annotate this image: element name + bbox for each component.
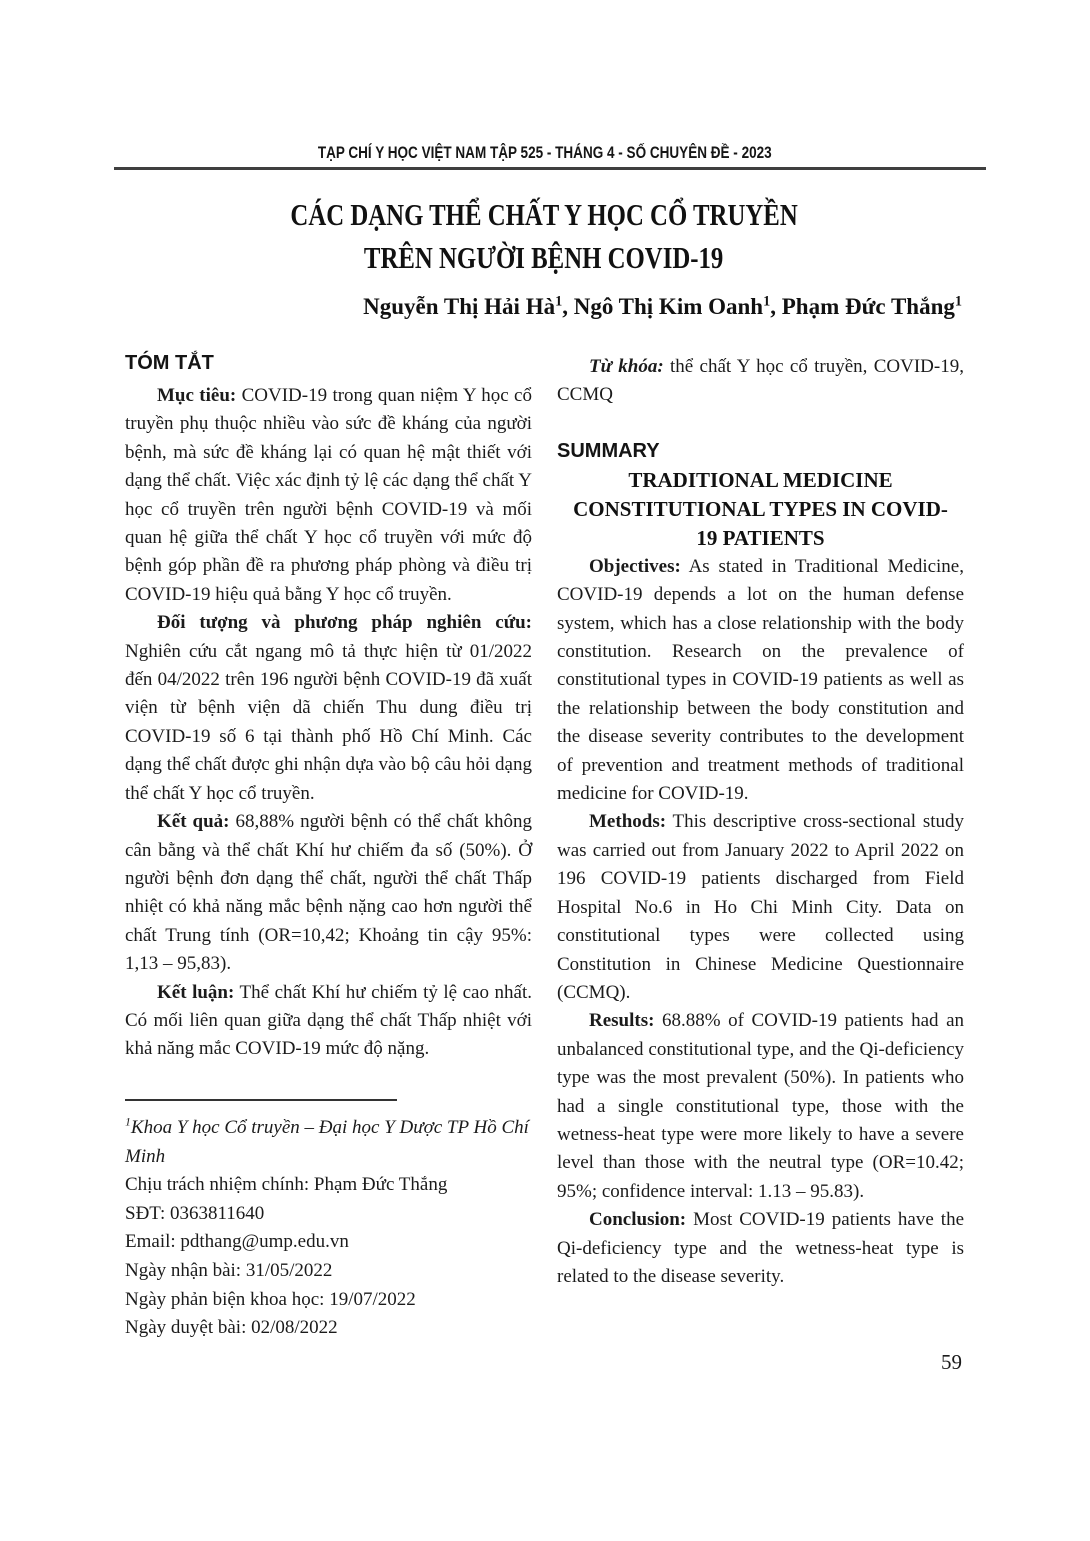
author-separator: ,: [770, 294, 782, 319]
keywords-text: thể chất Y học cổ truyền, COVID-19, CCMQ: [557, 356, 964, 406]
summary-paragraph-conclusion: [557, 1206, 964, 1291]
abstract-heading: TÓM TẮT: [125, 352, 214, 374]
paragraph-label: Results:: [589, 1010, 655, 1032]
header-rule: [114, 167, 986, 170]
footnote-line-email: Email: pdthang@ump.edu.vn: [125, 1231, 349, 1253]
paragraph-text: Nghiên cứu cắt ngang mô tả thực hiện từ 01/2022 đến 04/2022 trên 196 người bệnh COVID-19 đã xuất viện từ bệnh viện dã chiến Thu dung điều trị COVID-19 số 6 tại thành phố Hồ Chí Minh. Các dạng thể chất được ghi nhận dựa vào bộ câu hỏi dạng thể chất Y học cổ truyền.: [125, 640, 532, 804]
affiliation-line: [125, 1114, 532, 1171]
paragraph-text: Thể chất Khí hư chiếm tỷ lệ cao nhất. Có mối liên quan giữa dạng thể chất Thấp nhiệt với khả năng mắc COVID-19 mức độ nặng.: [125, 981, 532, 1060]
footnote-line-accepted-date: Ngày duyệt bài: 02/08/2022: [125, 1317, 338, 1339]
author-affiliation-mark: 1: [954, 293, 962, 310]
summary-paragraph-objectives: [557, 553, 964, 809]
paragraph-label: Kết quả:: [157, 811, 230, 833]
journal-running-head: [0, 142, 1090, 164]
summary-title-line1: TRADITIONAL MEDICINE: [628, 467, 893, 492]
paragraph-label: Methods:: [589, 811, 667, 833]
affiliation-text: Khoa Y học Cổ truyền – Đại học Y Dược TP Hồ Chí Minh: [125, 1117, 529, 1167]
summary-title-line2: CONSTITUTIONAL TYPES IN COVID-: [573, 496, 948, 521]
abstract-paragraph-objectives: [125, 382, 532, 609]
abstract-paragraph-conclusion: [125, 979, 532, 1064]
footnote-line-corresponding-author: Chịu trách nhiệm chính: Phạm Đức Thắng: [125, 1174, 448, 1196]
paragraph-label: Conclusion:: [589, 1209, 687, 1231]
author-affiliation-mark: 1: [763, 293, 771, 310]
footnote-line-review-date: Ngày phản biện khoa học: 19/07/2022: [125, 1288, 416, 1310]
abstract-paragraph-results: [125, 808, 532, 978]
summary-heading: SUMMARY: [557, 439, 660, 462]
paragraph-label: Mục tiêu:: [157, 385, 237, 406]
author-name: Ngô Thị Kim Oanh: [573, 294, 764, 319]
journal-running-head-text: TẠP CHÍ Y HỌC VIỆT NAM TẬP 525 - THÁNG 4 - SỐ CHUYÊN ĐỀ - 2023: [318, 144, 772, 162]
paragraph-text: COVID-19 trong quan niệm Y học cổ truyền phụ thuộc nhiều vào sức đề kháng của người bệnh, mà sức đề kháng lại có quan hệ mật thiết với dạng thể chất. Việc xác định tỷ lệ các dạng thể chất Y học cổ truyền trên người bệnh COVID-19 và mối quan hệ giữa thể chất Y học cổ truyền với mức độ bệnh góp phần đề ra phương pháp phòng và điều trị COVID-19 hiệu quả bằng Y học cổ truyền.: [125, 385, 532, 605]
paragraph-label: Đối tượng và phương pháp nghiên cứu:: [157, 612, 532, 634]
footnote-rule: [125, 1099, 397, 1101]
affiliation-mark: 1: [125, 1115, 131, 1129]
author-affiliation-mark: 1: [555, 293, 563, 310]
authors-line: [125, 293, 962, 321]
paragraph-text: As stated in Traditional Medicine, COVID-19 depends a lot on the human defense system, which has a close relationship with the body constitution. Research on the prevalence of constitutional types in COVID-19 patients as well as the relationship between the body constitution and the disease severity contributes to the development of prevention and treatment methods of traditional medicine for COVID-19.: [557, 555, 964, 805]
article-title-line1: CÁC DẠNG THỂ CHẤT Y HỌC CỔ TRUYỀN: [290, 197, 798, 232]
paragraph-text: This descriptive cross-sectional study was carried out from January 2022 to April 2022 on 196 COVID-19 patients discharged from Field Hospital No.6 in Ho Chi Minh City. Data on constitutional types were collected using Constitution in Chinese Medicine Questionnaire (CCMQ).: [557, 811, 964, 1003]
paragraph-text: Most COVID-19 patients have the Qi-deficiency type and the wetness-heat type is related to the disease severity.: [557, 1209, 964, 1287]
summary-title: [557, 466, 964, 553]
abstract-paragraph-methods: [125, 609, 532, 808]
article-title: [125, 193, 963, 279]
paragraph-text: 68.88% of COVID-19 patients had an unbalanced constitutional type, and the Qi-deficiency type was the most prevalent (50%). In patients who had a single constitutional type, those with the wetness-heat type were more likely to have a severe level than those with the neutral type (OR=10.42; 95%; confidence interval: 1.13 – 95.83).: [557, 1010, 964, 1202]
paragraph-label: Objectives:: [589, 555, 681, 577]
footnote-block: [125, 1099, 532, 1343]
paragraph-label: Kết luận:: [157, 981, 235, 1003]
summary-title-line3: 19 PATIENTS: [696, 525, 825, 550]
article-title-line2: TRÊN NGƯỜI BỆNH COVID-19: [364, 240, 724, 275]
footnote-line-received-date: Ngày nhận bài: 31/05/2022: [125, 1259, 333, 1281]
summary-paragraph-results: [557, 1007, 964, 1206]
page-number: 59: [941, 1350, 962, 1374]
left-column: [125, 349, 532, 1064]
author-separator: ,: [562, 294, 574, 319]
right-column: [557, 349, 964, 1291]
footnote-line-phone: SĐT: 0363811640: [125, 1202, 265, 1224]
author-name: Nguyễn Thị Hải Hà: [363, 294, 556, 319]
summary-paragraph-methods: [557, 808, 964, 1007]
spacer: [557, 410, 964, 437]
paragraph-text: 68,88% người bệnh có thể chất không cân bằng và thể chất Khí hư chiếm đa số (50%). Ở người bệnh đơn dạng thể chất, người thể chất Thấp nhiệt có khả năng mắc bệnh nặng cao hơn người thể chất Trung tính (OR=10,42; Khoảng tin cậy 95%: 1,13 – 95,83).: [125, 811, 532, 975]
author-name: Phạm Đức Thắng: [781, 294, 955, 319]
keywords-paragraph: [557, 353, 964, 410]
keywords-label: Từ khóa:: [589, 356, 664, 377]
